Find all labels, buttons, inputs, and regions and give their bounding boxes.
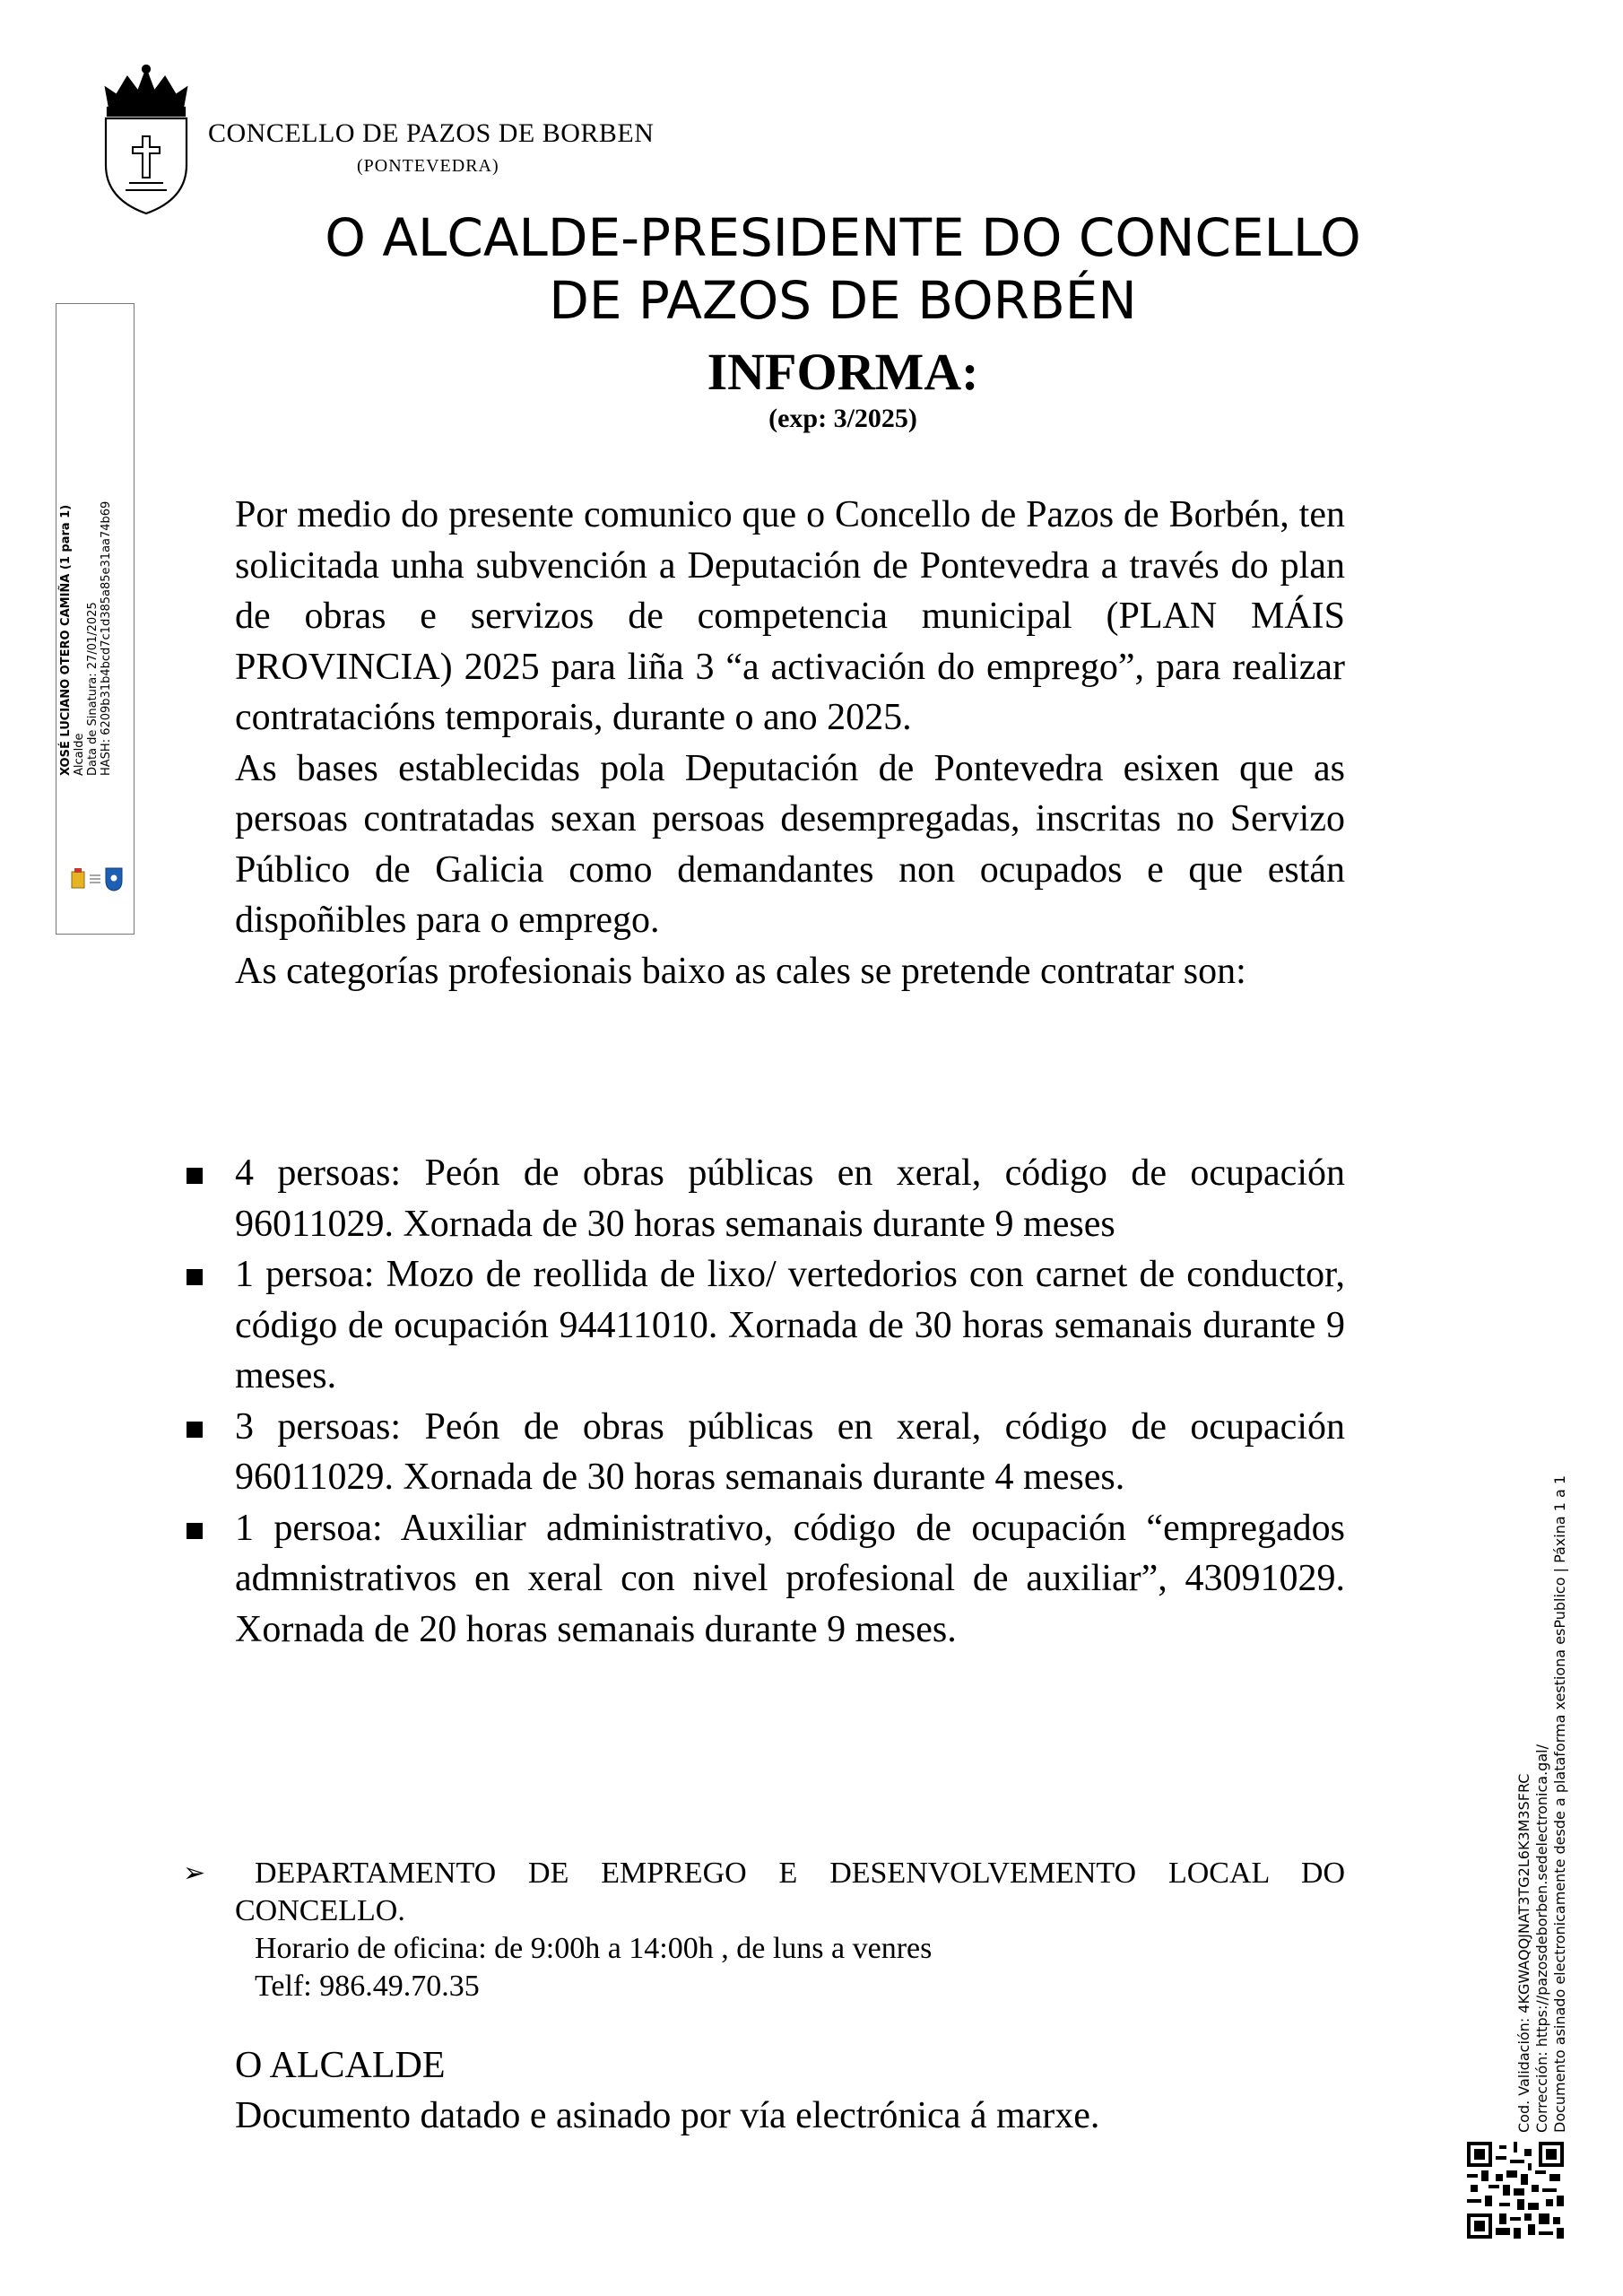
signature-margin-text	[59, 480, 131, 776]
arrow-bullet-icon: ➢	[183, 1858, 206, 1888]
list-item-text: 1 persoa: Mozo de reollida de lixo/ vertedorios con carnet de conductor, código de ocupación 94411010. Xornada de 30 horas semanais durante 9 meses.	[235, 1254, 1345, 1396]
square-bullet-icon	[187, 1523, 203, 1539]
signature-hash: HASH: 6209b31b4bcd7c1d385a85e31aa74b69	[100, 500, 113, 776]
body-paragraph-1: Por medio do presente comunico que o Concello de Pazos de Borbén, ten solicitada unha subvención a Deputación de Pontevedra a través do plan de obras e servizos de competencia municipal (PLAN MÁIS PROVINCIA) 2025 para liña 3 “a activación do emprego”, para realizar contratacións temporais, durante o ano 2025.	[235, 494, 1345, 738]
coat-of-arms-logo	[100, 65, 192, 217]
positions-list	[235, 1148, 1345, 1655]
signature-date: Data de Sinatura: 27/01/2025	[86, 602, 100, 776]
list-item-text: 4 persoas: Peón de obras públicas en xeral, código de ocupación 96011029. Xornada de 30 horas semanais durante 9 meses	[235, 1152, 1345, 1245]
organization-name: CONCELLO DE PAZOS DE BORBEN	[208, 118, 655, 148]
list-item	[235, 1249, 1345, 1402]
list-item	[235, 1503, 1345, 1656]
square-bullet-icon	[187, 1269, 203, 1285]
body-paragraph-3: As categorías profesionais baixo as cales se pretende contratar son:	[235, 950, 1246, 992]
signer-name: XOSÉ LUCIANO OTERO CAMIÑA (1 para 1)	[59, 504, 73, 776]
closing-title: O ALCALDE	[235, 2045, 446, 2086]
closing-block	[235, 2040, 1099, 2141]
document-title	[161, 206, 1524, 332]
department-name: DEPARTAMENTO DE EMPREGO E DESENVOLVEMENTO LOCAL DO CONCELLO.	[235, 1857, 1345, 1927]
office-hours: Horario de oficina: de 9:00h a 14:00h , de luns a venres	[255, 1932, 933, 1965]
department-contact	[183, 1855, 1345, 2005]
municipal-seal-icon	[70, 865, 126, 891]
title-line-2: DE PAZOS DE BORBÉN	[549, 270, 1137, 331]
signer-role: Alcalde	[73, 733, 86, 776]
file-number: (exp: 3/2025)	[768, 404, 917, 433]
platform-note: Documento asinado electronicamente desde a plataforma xestiona esPublico | Páxina 1 a 1	[1551, 1474, 1568, 2133]
closing-note: Documento datado e asinado por vía electrónica á marxe.	[235, 2095, 1100, 2136]
list-item	[235, 1402, 1345, 1503]
notice-body	[235, 490, 1345, 996]
title-line-1: O ALCALDE-PRESIDENTE DO CONCELLO	[325, 207, 1361, 268]
square-bullet-icon	[187, 1168, 203, 1184]
validation-code: Cod. Validación: 4KGWAQQJNAT3TG2L6K3M3SFRC	[1515, 1773, 1532, 2133]
body-paragraph-2: As bases establecidas pola Deputación de Pontevedra esixen que as persoas contratadas sexan persoas desempregadas, inscritas no Servizo Público de Galicia como demandantes non ocupados e que están dispoñibles para o emprego.	[235, 747, 1345, 941]
list-item-text: 3 persoas: Peón de obras públicas en xeral, código de ocupación 96011029. Xornada de 30 horas semanais durante 4 meses.	[235, 1405, 1345, 1498]
square-bullet-icon	[187, 1422, 203, 1438]
qr-code-icon	[1467, 2142, 1564, 2239]
list-item-text: 1 persoa: Auxiliar administrativo, código de ocupación “empregados admnistrativos en xeral con nivel profesional de auxiliar”, 43091029. Xornada de 20 horas semanais durante 9 meses.	[235, 1507, 1345, 1650]
list-item	[235, 1148, 1345, 1249]
informa-heading: INFORMA:	[707, 343, 979, 401]
validation-margin-text	[1515, 1451, 1569, 2133]
phone-number: Telf: 986.49.70.35	[255, 1970, 480, 2003]
organization-province: (PONTEVEDRA)	[357, 156, 499, 176]
verification-url: Corrección: https://pazosdeborben.sedelectronica.gal/	[1533, 1744, 1550, 2133]
